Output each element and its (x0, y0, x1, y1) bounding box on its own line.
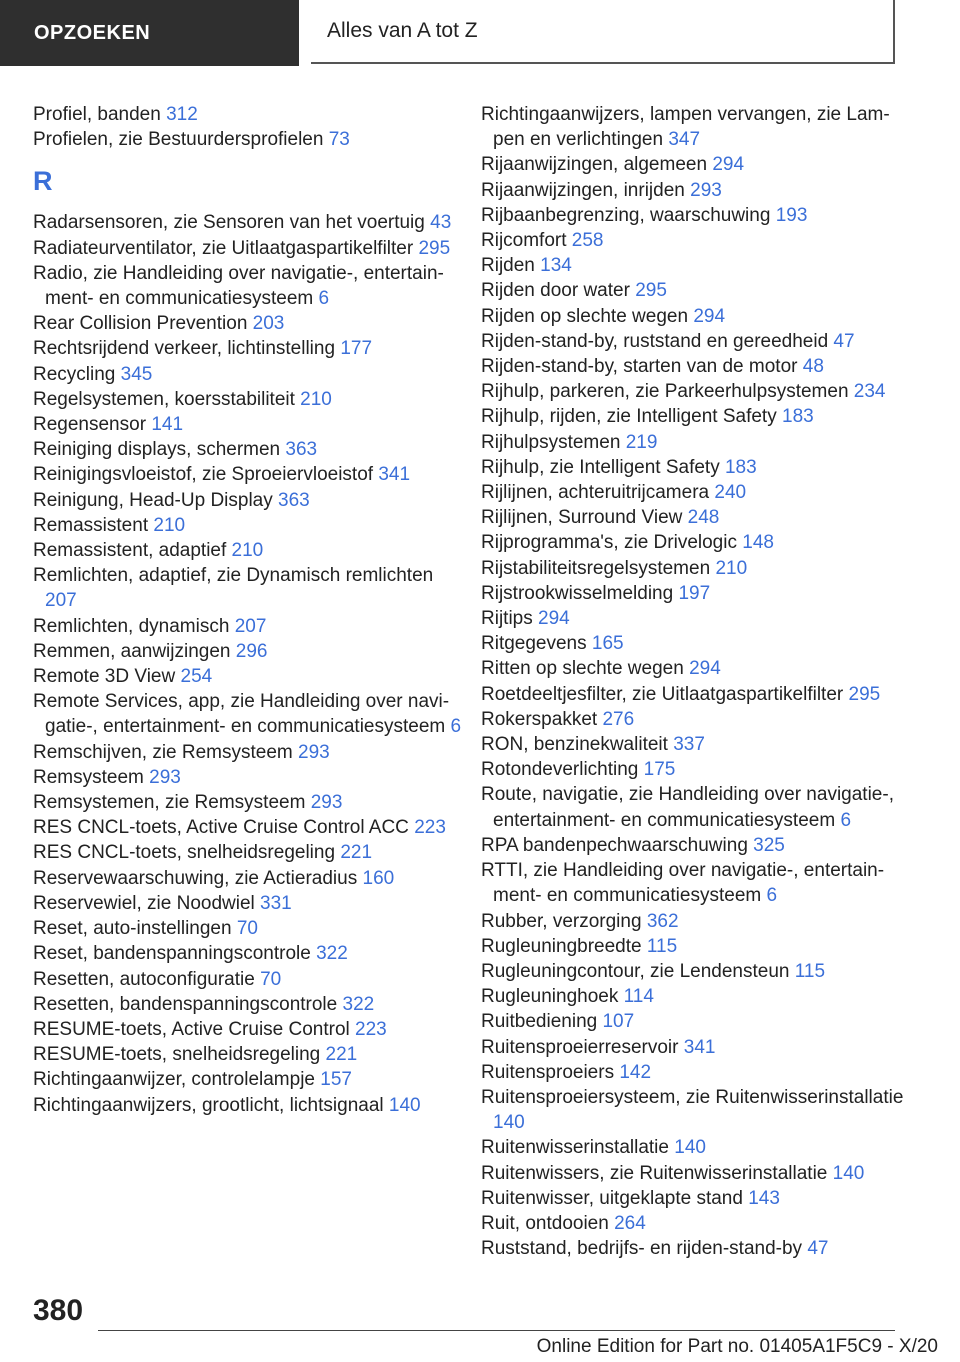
index-entry (481, 329, 911, 354)
index-entry-term: Route, navigatie, zie Handleiding over navigatie-, entertainment- en communicatiesysteem (481, 784, 894, 831)
index-entry (33, 513, 463, 538)
index-entry-term: Remmen, aanwijzingen (33, 640, 231, 662)
index-page-link[interactable]: 203 (252, 313, 285, 335)
index-entry (481, 1161, 911, 1186)
index-entry-term: Rijhulpsystemen (481, 431, 621, 453)
index-entry (33, 236, 463, 261)
index-entry-term: Rijden door water (481, 280, 630, 302)
index-entry-term: Reiniging displays, schermen (33, 439, 281, 461)
index-entry (481, 354, 911, 379)
page-header-title (311, 0, 895, 64)
index-page-link[interactable]: 207 (45, 590, 77, 612)
index-entry-term: Resetten, bandenspanningscontrole (33, 993, 338, 1015)
index-page-link[interactable]: 48 (802, 356, 824, 378)
index-entry-term: Resetten, autoconfiguratie (33, 968, 255, 990)
index-entry-term: Ruitbediening (481, 1011, 598, 1033)
index-entry-term: Remassistent (33, 514, 149, 536)
index-entry (481, 858, 911, 908)
index-page-link[interactable]: 345 (120, 363, 153, 385)
index-entry (33, 1093, 463, 1118)
index-entry-term: Rijlijnen, achteruitrijcamera (481, 482, 710, 504)
index-entry-term: Ruitenwisserinstallatie (481, 1137, 669, 1159)
index-entry (33, 815, 463, 840)
index-entry (33, 1017, 463, 1042)
index-entry (481, 1035, 911, 1060)
index-entry (481, 152, 911, 177)
index-entry (481, 278, 911, 303)
index-entry (481, 934, 911, 959)
index-entry (33, 127, 463, 152)
index-page-link[interactable]: 341 (378, 464, 411, 486)
index-entry-term: Remote 3D View (33, 666, 176, 688)
index-entry-term: Rubber, verzorging (481, 910, 642, 932)
index-entry-term: Rijhulp, parkeren, zie Parkeerhulpsystemen (481, 381, 849, 403)
index-entry (481, 782, 911, 832)
index-entry-term: Regelsystemen, koersstabiliteit (33, 388, 295, 410)
index-page-link[interactable]: 157 (320, 1069, 352, 1091)
index-entry (33, 916, 463, 941)
index-entry (33, 1067, 463, 1092)
index-entry-term: Richtingaanwijzers, grootlicht, lichtsignaal (33, 1094, 384, 1116)
index-entry (481, 656, 911, 681)
index-page-link[interactable]: 6 (450, 716, 462, 738)
index-entry (33, 336, 463, 361)
index-entry-term: RES CNCL-toets, snelheidsregeling (33, 842, 336, 864)
index-entry (33, 790, 463, 815)
index-entry-term: Ritten op slechte wegen (481, 658, 684, 680)
index-page-link[interactable]: 312 (166, 104, 198, 125)
index-entry (33, 412, 463, 437)
index-page-link[interactable]: 140 (493, 1112, 525, 1134)
index-entry (33, 639, 463, 664)
index-page-link[interactable]: 183 (724, 456, 757, 478)
index-page-link[interactable]: 331 (260, 892, 292, 914)
index-page-link[interactable]: 341 (683, 1036, 716, 1058)
index-entry-term: Rotondeverlichting (481, 759, 639, 781)
index-entry-term: Rear Collision Prevention (33, 313, 248, 335)
index-entry-term: Rijhulp, zie Intelligent Safety (481, 456, 720, 478)
index-entry-term: Rijlijnen, Surround View (481, 507, 683, 529)
index-entry-term: Profiel, banden (33, 104, 161, 125)
index-entry (481, 480, 911, 505)
index-entry-term: Radiateurventilator, zie Uitlaatgaspartikelfilter (33, 237, 414, 259)
index-entry-term: Remsystemen, zie Remsysteem (33, 792, 306, 814)
index-page-link[interactable]: 234 (853, 381, 886, 403)
index-page-link[interactable]: 210 (231, 540, 264, 562)
index-entry-term: Reinigingsvloeistof, zie Sproeiervloeistof (33, 464, 374, 486)
index-page-link[interactable]: 70 (260, 968, 282, 990)
index-entries-left (33, 210, 463, 1117)
index-page-link[interactable]: 210 (715, 557, 748, 579)
index-entry (481, 959, 911, 984)
index-entry-term: Radio, zie Handleiding over navigatie-, entertainment- en communicatiesysteem (33, 262, 444, 310)
index-entry-term: Reinigung, Head-Up Display (33, 489, 273, 511)
index-entry (33, 387, 463, 412)
index-page-link[interactable]: 73 (328, 129, 350, 151)
index-page-link[interactable]: 223 (355, 1018, 387, 1040)
index-entry-term: Rechtsrijdend verkeer, lichtinstelling (33, 338, 336, 360)
index-entry (33, 210, 463, 235)
index-entry-term: RPA bandenpechwaarschuwing (481, 834, 748, 856)
index-page-link[interactable]: 363 (278, 489, 310, 511)
index-page-link[interactable]: 293 (310, 792, 343, 814)
index-page-link[interactable]: 293 (149, 766, 181, 788)
index-page-link[interactable]: 140 (388, 1094, 421, 1116)
index-page-link[interactable]: 248 (687, 507, 720, 529)
index-page-link[interactable]: 337 (673, 734, 705, 756)
index-entry (481, 1009, 911, 1034)
index-page-link[interactable]: 223 (414, 817, 446, 839)
index-entry-term: RES CNCL-toets, Active Cruise Control ACC (33, 817, 409, 839)
index-entry-term: Richtingaanwijzer, controlelampje (33, 1069, 315, 1091)
index-entry-term: RTTI, zie Handleiding over navigatie-, entertainment- en communicatiesysteem (481, 860, 885, 907)
index-entry (33, 614, 463, 639)
index-entry-term: Rijprogramma's, zie Drivelogic (481, 532, 737, 554)
index-entry (481, 228, 911, 253)
index-entry (481, 505, 911, 530)
index-entry-term: Rijden (481, 255, 535, 277)
index-entry-term: Rijden-stand-by, starten van de motor (481, 356, 798, 378)
index-page-link[interactable]: 197 (678, 582, 711, 604)
index-entry-term: Rijaanwijzingen, algemeen (481, 154, 708, 176)
index-entry (33, 941, 463, 966)
index-page-link[interactable]: 70 (236, 918, 258, 940)
index-entry-term: Richtingaanwijzers, lampen vervangen, zie Lampen en verlichtingen (481, 104, 890, 151)
index-entry-term: RON, benzinekwaliteit (481, 734, 668, 756)
index-entry (33, 462, 463, 487)
index-entry-term: Reservewiel, zie Noodwiel (33, 892, 255, 914)
index-page-link[interactable]: 47 (807, 1238, 829, 1260)
index-entry-term: Radarsensoren, zie Sensoren van het voertuig (33, 212, 425, 234)
index-entry (33, 866, 463, 891)
index-entries-right (481, 102, 911, 1261)
index-page-link[interactable]: 294 (689, 658, 721, 680)
index-page-link[interactable]: 294 (693, 305, 726, 327)
page-number: 380 (33, 1294, 84, 1327)
index-page-link[interactable]: 363 (285, 439, 318, 461)
index-page-link[interactable]: 294 (538, 608, 570, 630)
index-entry-term: Rijhulp, rijden, zie Intelligent Safety (481, 406, 777, 428)
index-entry-term: Rugleuningcontour, zie Lendensteun (481, 960, 790, 982)
index-page-link[interactable]: 114 (623, 986, 654, 1008)
index-entry-term: Reservewaarschuwing, zie Actieradius (33, 867, 358, 889)
section-tab (0, 0, 299, 66)
index-entry (481, 404, 911, 429)
index-entry-term: Ruststand, bedrijfs- en rijden-stand-by (481, 1238, 803, 1260)
index-page-link[interactable]: 43 (430, 212, 452, 234)
index-entry-term: Rijbaanbegrenzing, waarschuwing (481, 204, 771, 226)
index-entry-term: Reset, bandenspanningscontrole (33, 943, 311, 965)
index-entry (481, 1186, 911, 1211)
index-entry-term: Recycling (33, 363, 116, 385)
index-entry (33, 967, 463, 992)
index-entry (33, 102, 463, 127)
index-entry (481, 178, 911, 203)
index-page-link[interactable]: 210 (153, 514, 186, 536)
index-page-link[interactable]: 322 (342, 993, 375, 1015)
index-entry (481, 909, 911, 934)
index-entry (481, 757, 911, 782)
index-entry (481, 606, 911, 631)
index-entry (33, 437, 463, 462)
index-page-link[interactable]: 6 (840, 809, 852, 831)
index-page-link[interactable]: 295 (848, 683, 881, 705)
index-entry (33, 261, 463, 311)
index-page-link[interactable]: 362 (646, 910, 679, 932)
index-entry (33, 689, 463, 739)
index-page-link[interactable]: 142 (619, 1061, 652, 1083)
index-entry-term: Profielen, zie Bestuurdersprofielen (33, 129, 324, 151)
index-page-link[interactable]: 322 (316, 943, 348, 965)
index-page-link[interactable]: 134 (540, 255, 572, 277)
index-page-link[interactable]: 221 (340, 842, 373, 864)
index-entry-term: Regensensor (33, 414, 147, 436)
index-entry-term: Rugleuninghoek (481, 986, 619, 1008)
index-entry (481, 1211, 911, 1236)
index-page-link[interactable]: 183 (782, 406, 814, 428)
index-entry (481, 379, 911, 404)
index-page-link[interactable]: 115 (794, 960, 826, 982)
index-entry (33, 563, 463, 613)
index-entry-term: Rijaanwijzingen, inrijden (481, 179, 685, 201)
index-entry (33, 1042, 463, 1067)
index-entry (481, 455, 911, 480)
index-page-link[interactable]: 47 (833, 330, 855, 352)
index-page-link[interactable]: 240 (714, 482, 747, 504)
index-entry-term: Remlichten, adaptief, zie Dynamisch remlichten (33, 565, 434, 587)
index-page-link[interactable]: 325 (753, 834, 785, 856)
index-page-link[interactable]: 6 (766, 885, 778, 907)
index-page-link[interactable]: 254 (180, 666, 213, 688)
index-page-link[interactable]: 294 (712, 154, 745, 176)
index-entry-term: RESUME-toets, snelheidsregeling (33, 1044, 321, 1066)
index-top-entries (33, 102, 463, 152)
index-entry (33, 740, 463, 765)
index-entry (481, 707, 911, 732)
index-entry (481, 304, 911, 329)
index-page-link[interactable]: 140 (674, 1137, 706, 1159)
section-tab-label: OPZOEKEN (34, 21, 151, 44)
index-page-link[interactable]: 264 (614, 1212, 646, 1234)
index-page-link[interactable]: 140 (832, 1162, 865, 1184)
header-title-text: Alles van A tot Z (327, 19, 478, 42)
index-page-link[interactable]: 210 (300, 388, 332, 410)
index-entry-term: Remschijven, zie Remsysteem (33, 741, 293, 763)
index-entry-term: Ritgegevens (481, 633, 587, 655)
index-entry-term: Reset, auto-instellingen (33, 918, 232, 940)
index-page-link[interactable]: 296 (235, 640, 268, 662)
index-entry (33, 362, 463, 387)
index-entry (33, 311, 463, 336)
index-page-link[interactable]: 6 (318, 288, 330, 310)
index-entry (33, 488, 463, 513)
index-entry-term: Rugleuningbreedte (481, 935, 642, 957)
index-entry-term: Rijstabiliteitsregelsystemen (481, 557, 711, 579)
index-page-link[interactable]: 160 (362, 867, 395, 889)
index-page-link[interactable]: 293 (298, 741, 330, 763)
index-page-link[interactable]: 221 (325, 1044, 358, 1066)
index-entry (481, 203, 911, 228)
index-entry (33, 891, 463, 916)
index-entry-term: Rijtips (481, 608, 533, 630)
index-page-link[interactable]: 143 (748, 1187, 780, 1209)
index-page-link[interactable]: 347 (668, 129, 701, 151)
index-entry (33, 765, 463, 790)
index-page-link[interactable]: 165 (591, 633, 624, 655)
footer-divider (98, 1330, 895, 1331)
index-entry (33, 992, 463, 1017)
footer-edition-text: Online Edition for Part no. 01405A1F5C9 - X/20 (536, 1336, 938, 1357)
index-page-link[interactable]: 177 (340, 338, 373, 360)
index-entry (481, 253, 911, 278)
index-entry (481, 1135, 911, 1160)
index-page-link[interactable]: 107 (602, 1011, 635, 1033)
index-entry-term: Rijcomfort (481, 230, 567, 252)
index-page-link[interactable]: 219 (625, 431, 658, 453)
index-entry-term: Ruitensproeiers (481, 1061, 615, 1083)
index-entry-term: Rijden-stand-by, ruststand en gereedheid (481, 330, 829, 352)
index-entry-term: Ruitensproeierreservoir (481, 1036, 679, 1058)
index-entry-term: Ruit, ontdooien (481, 1212, 609, 1234)
index-entry-term: Roetdeeltjesfilter, zie Uitlaatgaspartikelfilter (481, 683, 844, 705)
index-entry (481, 1236, 911, 1261)
index-entry (481, 556, 911, 581)
index-page-link[interactable]: 276 (602, 708, 635, 730)
index-entry-term: Remassistent, adaptief (33, 540, 227, 562)
index-entry-term: Ruitenwissers, zie Ruitenwisserinstallatie (481, 1162, 828, 1184)
index-entry (481, 102, 911, 152)
index-entry-term: Rijstrookwisselmelding (481, 582, 674, 604)
index-page-link[interactable]: 148 (742, 532, 774, 554)
index-entry (481, 581, 911, 606)
index-entry (33, 664, 463, 689)
index-entry-term: Remote Services, app, zie Handleiding over navigatie-, entertainment- en communicatiesysteem (33, 691, 450, 738)
index-column-right (481, 102, 911, 1261)
index-page-link[interactable]: 141 (151, 414, 184, 436)
index-entry-term: RESUME-toets, Active Cruise Control (33, 1018, 350, 1040)
index-entry (481, 631, 911, 656)
index-entry-term: Ruitenwisser, uitgeklapte stand (481, 1187, 743, 1209)
index-entry (481, 1060, 911, 1085)
index-entry (481, 833, 911, 858)
index-entry-term: Rijden op slechte wegen (481, 305, 689, 327)
index-entry-term: Remsysteem (33, 766, 144, 788)
index-entry (481, 682, 911, 707)
index-column-left (33, 102, 463, 1118)
index-entry (481, 430, 911, 455)
index-entry (33, 840, 463, 865)
index-entry (481, 1085, 911, 1135)
index-entry (481, 530, 911, 555)
index-page-link[interactable]: 295 (418, 237, 451, 259)
index-page-link[interactable]: 258 (571, 230, 604, 252)
index-entry-term: Rokerspakket (481, 708, 598, 730)
index-page-link[interactable]: 193 (775, 204, 808, 226)
index-page-link[interactable]: 115 (646, 935, 678, 957)
index-entry (33, 538, 463, 563)
letter-heading: R (33, 166, 53, 197)
index-entry (481, 984, 911, 1009)
index-entry (481, 732, 911, 757)
index-page-link[interactable]: 175 (643, 759, 676, 781)
index-page-link[interactable]: 293 (690, 179, 722, 201)
index-page-link[interactable]: 207 (234, 615, 267, 637)
index-entry-term: Remlichten, dynamisch (33, 615, 230, 637)
index-entry-term: Ruitensproeiersysteem, zie Ruitenwisserinstallatie (481, 1086, 904, 1108)
index-page-link[interactable]: 295 (635, 280, 667, 302)
